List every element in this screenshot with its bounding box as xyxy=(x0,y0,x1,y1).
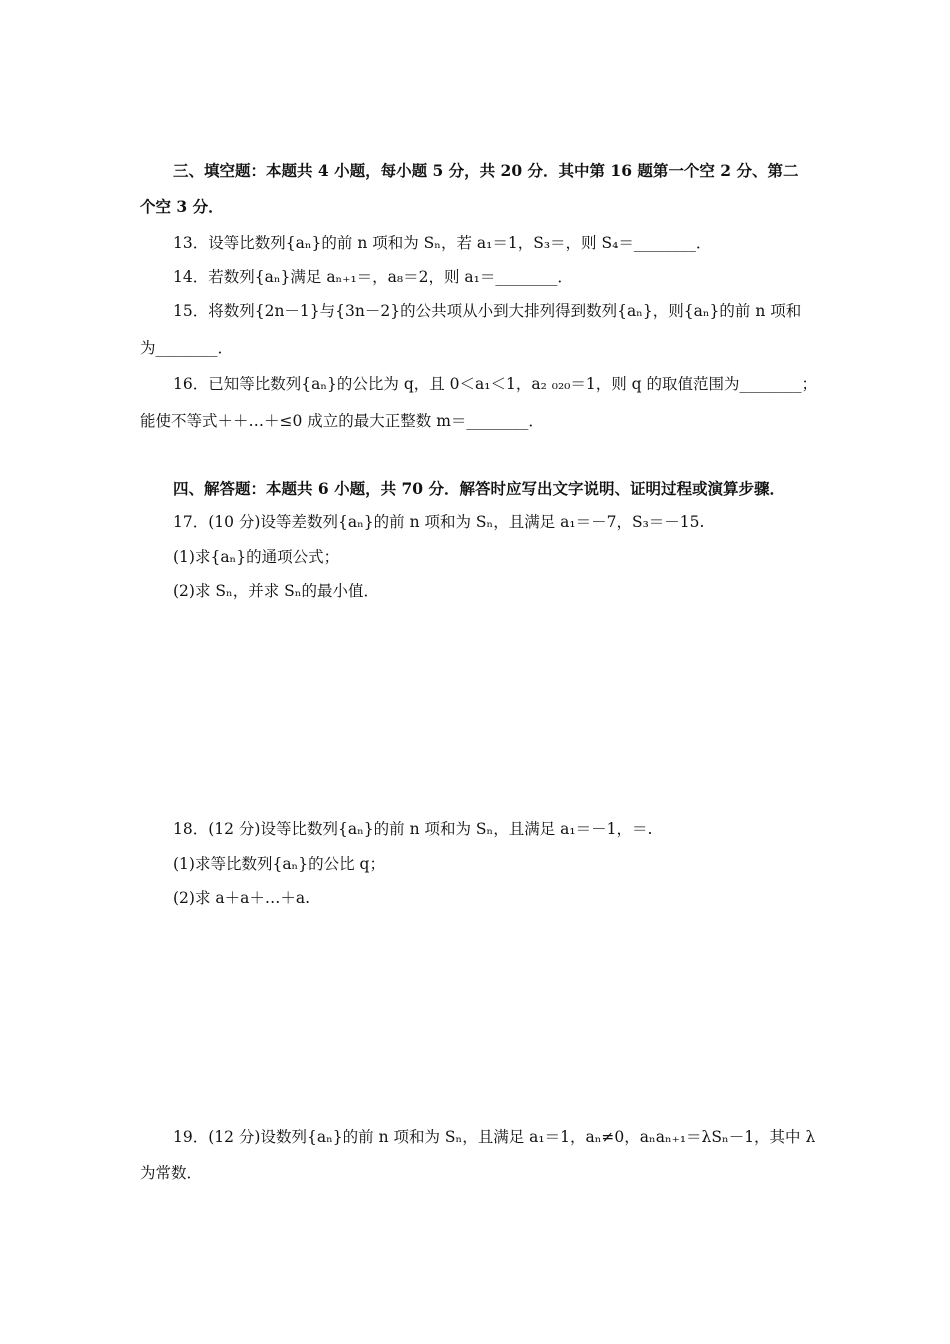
question-18-part1: (1)求等比数列{aₙ}的公比 q； xyxy=(173,855,385,873)
section3-heading-line2: 个空 3 分． xyxy=(140,197,224,216)
question-15-line1: 15．将数列{2n－1}与{3n－2}的公共项从小到大排列得到数列{aₙ}，则{aₙ}的前 n 项和 xyxy=(173,302,802,320)
question-16-line2: 能使不等式＋＋…＋≤0 成立的最大正整数 m＝________． xyxy=(140,412,544,430)
section4-heading: 四、解答题：本题共 6 小题，共 70 分．解答时应写出文字说明、证明过程或演算步骤． xyxy=(173,479,785,498)
question-19-line2: 为常数． xyxy=(140,1164,203,1182)
question-19-line1: 19．(12 分)设数列{aₙ}的前 n 项和为 Sₙ，且满足 a₁＝1，aₙ≠0，aₙaₙ₊₁＝λSₙ－1，其中 λ xyxy=(173,1128,816,1146)
question-16-line1: 16．已知等比数列{aₙ}的公比为 q，且 0＜a₁＜1，a₂ ₀₂₀＝1，则 q 的取值范围为________； xyxy=(173,375,818,393)
question-17-part1: (1)求{aₙ}的通项公式； xyxy=(173,548,340,566)
question-14: 14．若数列{aₙ}满足 aₙ₊₁＝，a₈＝2，则 a₁＝________． xyxy=(173,268,573,286)
question-13: 13．设等比数列{aₙ}的前 n 项和为 Sₙ，若 a₁＝1，S₃＝，则 S₄＝________． xyxy=(173,234,712,252)
question-17-part2: (2)求 Sₙ，并求 Sₙ的最小值． xyxy=(173,582,379,600)
section3-heading-line1: 三、填空题：本题共 4 小题，每小题 5 分，共 20 分．其中第 16 题第一个空 2 分、第二 xyxy=(173,161,799,180)
question-17-stem: 17．(10 分)设等差数列{aₙ}的前 n 项和为 Sₙ，且满足 a₁＝－7，S₃＝－15. xyxy=(173,513,705,531)
question-15-line2: 为________． xyxy=(140,339,234,357)
question-18-stem: 18．(12 分)设等比数列{aₙ}的前 n 项和为 Sₙ，且满足 a₁＝－1，＝. xyxy=(173,820,653,838)
question-18-part2: (2)求 a＋a＋…＋a. xyxy=(173,889,311,907)
